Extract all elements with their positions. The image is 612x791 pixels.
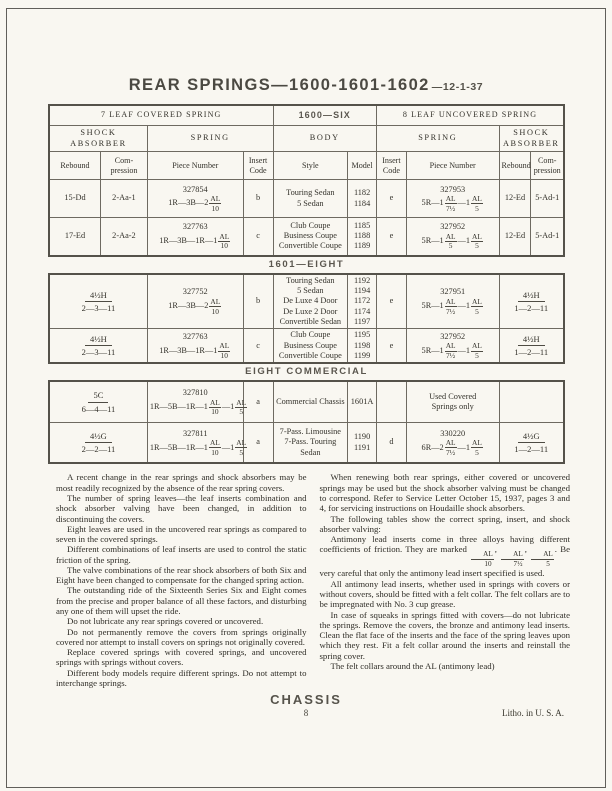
- fraction-denominator: 7½: [513, 559, 523, 568]
- alloy-fraction: [218, 342, 230, 360]
- style-cell: [273, 329, 348, 364]
- cell-line: Convertible Sedan: [279, 316, 342, 326]
- style-cell: [273, 422, 348, 463]
- insert-code-cell: a: [243, 381, 273, 422]
- fraction-numerator: AL: [209, 397, 220, 407]
- cell-line: Business Coupe: [283, 231, 337, 241]
- piece-number-cell: [406, 422, 499, 463]
- leaf-formula: 5R—1 $\frac{AL}{5}$ —1 $\frac{AL}{5}$: [421, 231, 482, 251]
- body-paragraph: Eight leaves are used in the uncovered rear springs as compared to seven in the covered springs.: [56, 523, 307, 545]
- fraction-denominator: 5: [475, 447, 479, 457]
- leaf-formula: 1R—3B—1R—1 $\frac{AL}{10}$: [159, 231, 230, 251]
- fraction-numerator: AL: [472, 193, 482, 203]
- piece-number: 327810: [182, 388, 208, 398]
- fraction-denominator: 10: [484, 559, 492, 568]
- piece-number-cell: [147, 329, 243, 364]
- footer-section-label: CHASSIS: [270, 692, 342, 708]
- valving-top: 5C: [88, 390, 108, 402]
- valving-code: [82, 290, 116, 313]
- compression-cell: 2-Aa-2: [101, 218, 148, 256]
- fraction-denominator: 10: [211, 203, 219, 213]
- litho-note: Litho. in U. S. A.: [501, 708, 564, 719]
- column-header: Com- pression: [101, 152, 148, 180]
- alloy-fraction: [471, 195, 483, 213]
- body-paragraph: When renewing both rear springs, either covered or uncovered springs may be used but the shock absorber valving must be changed to correspond. Refer to Service Letter October 15, 1937, pages 3 and 4, for servicing instructions on Houdaille shock absorbers.: [319, 472, 570, 514]
- fraction-numerator: AL: [472, 296, 482, 306]
- page-title-date: —12-1-37: [431, 81, 484, 93]
- alloy-fraction: [209, 195, 221, 213]
- fraction-numerator: AL: [471, 551, 494, 560]
- model-cell: [348, 218, 377, 256]
- group-header: 1600—SIX: [273, 105, 377, 126]
- valving-top: 4½H: [85, 334, 112, 346]
- fraction-numerator: AL: [531, 551, 554, 560]
- springs-table-s1601: [48, 273, 565, 365]
- fraction-denominator: 5: [475, 306, 479, 316]
- cell-line: De Luxe 2 Door: [283, 306, 338, 316]
- valving-top: 4½G: [85, 431, 112, 443]
- fraction-numerator: AL: [236, 438, 247, 448]
- rebound-cell: [499, 422, 564, 463]
- alloy-fraction: [445, 233, 457, 251]
- page-footer: [0, 692, 612, 738]
- rebound-cell: 12-Ed: [499, 218, 531, 256]
- insert-code-cell: b: [243, 274, 273, 329]
- section-header: SHOCK ABSORBER: [499, 126, 564, 152]
- fraction-denominator: 7½: [445, 203, 456, 213]
- rebound-cell: [499, 329, 564, 364]
- insert-code-cell: e: [377, 180, 407, 218]
- fraction-numerator: AL: [210, 296, 221, 306]
- cell-line: 1601A: [350, 396, 374, 406]
- rebound-cell: 17-Ed: [49, 218, 101, 256]
- cell-line: 1194: [353, 285, 371, 295]
- body-text: [56, 472, 570, 688]
- body-paragraph: A recent change in the rear springs and shock absorbers may be most readily recognized by the absence of the rear spring covers.: [56, 472, 307, 493]
- page-title-text: REAR SPRINGS—1600-1601-1602: [128, 76, 430, 94]
- valving-bottom: 6—4—11: [81, 403, 116, 414]
- piece-number-cell: [147, 422, 247, 463]
- column-header: Insert Code: [243, 152, 273, 180]
- cell-line: 1197: [353, 316, 371, 326]
- body-paragraph: Do not lubricate any rear springs covered or uncovered.: [67, 616, 264, 627]
- piece-number-cell: [406, 218, 499, 256]
- alloy-fraction: [445, 439, 457, 457]
- fraction-numerator: AL: [445, 341, 456, 351]
- leaf-formula: 5R—1 $\frac{AL}{\text{7½}}$ —1 $\frac{AL}{5}$: [421, 193, 482, 213]
- leaf-formula: 5R—1 $\frac{AL}{\text{7½}}$ —1 $\frac{AL}{5}$: [421, 341, 482, 361]
- fraction-denominator: 5: [475, 351, 479, 361]
- fraction-denominator: 10: [220, 241, 228, 251]
- cell-line: 1198: [353, 340, 371, 350]
- group-header-row: [49, 105, 564, 126]
- page-number: 8: [303, 708, 309, 719]
- valving-code: [82, 390, 116, 413]
- cell-line: 7-Pass. Touring Sedan: [284, 437, 337, 457]
- alloy-fraction: [531, 551, 554, 568]
- style-cell: [273, 274, 348, 329]
- table-row: [49, 422, 564, 463]
- style-cell: [273, 180, 348, 218]
- cell-line: Convertible Coupe: [278, 241, 342, 251]
- rebound-cell: [499, 274, 564, 329]
- spring-specification-tables: [48, 104, 565, 464]
- cell-line: 1188: [353, 231, 371, 241]
- fraction-denominator: 7½: [445, 306, 456, 316]
- leaf-formula: 1R—5B—1R—1 $\frac{AL}{10}$ —1 $\frac{AL}{5}$: [149, 438, 247, 457]
- style-cell: [273, 218, 348, 256]
- cell-line: Club Coupe: [290, 330, 331, 340]
- column-header: Rebound: [49, 152, 101, 180]
- valving-top: 4½H: [518, 290, 545, 302]
- fraction-denominator: 7½: [445, 447, 456, 457]
- fraction-denominator: 10: [211, 447, 219, 457]
- valving-bottom: 1—2—11: [514, 302, 549, 313]
- page-title: [0, 76, 612, 95]
- springs-table-s1600: [48, 104, 565, 257]
- cell-line: 5 Sedan: [297, 285, 324, 295]
- column-header: Model: [348, 152, 377, 180]
- leaf-formula: 6R—2 $\frac{AL}{\text{7½}}$ —1 $\frac{AL}{5}$: [421, 438, 482, 457]
- alloy-fraction: [445, 342, 457, 360]
- alloy-fraction: [471, 298, 483, 316]
- body-paragraph: The felt collars around the AL (antimony lead): [330, 661, 495, 671]
- group-header: 7 LEAF COVERED SPRING: [49, 105, 273, 126]
- insert-code-cell: e: [377, 329, 407, 364]
- valving-bottom: 2—2—11: [81, 444, 116, 455]
- fraction-denominator: 5: [448, 241, 453, 251]
- insert-code-cell: c: [243, 218, 273, 256]
- alloy-fraction: [209, 439, 221, 457]
- rebound-cell: [49, 274, 147, 329]
- cell-line: 1192: [353, 275, 371, 285]
- cell-line: 1199: [353, 351, 371, 361]
- fraction-numerator: AL: [209, 438, 220, 448]
- piece-number: 327752: [182, 287, 208, 297]
- column-header: Piece Number: [406, 152, 499, 180]
- insert-code-cell: e: [377, 218, 407, 256]
- valving-top: 4½H: [518, 334, 545, 346]
- body-paragraph: Different combinations of leaf inserts are used to control the static friction of the spring.: [56, 544, 307, 565]
- valving-bottom: 2—3—11: [81, 347, 116, 358]
- cell-line: 5 Sedan: [297, 198, 324, 208]
- fraction-numerator: AL: [445, 193, 456, 203]
- fraction-numerator: AL: [445, 231, 456, 241]
- cell-line: 1182: [353, 188, 371, 198]
- body-paragraph: The following tables show the correct spring, insert, and shock absorber valving:: [319, 513, 570, 534]
- alloy-fraction: [471, 233, 483, 251]
- piece-number: 327854: [182, 184, 208, 194]
- cell-line: Used Covered: [429, 391, 477, 401]
- alloy-fraction: [471, 551, 494, 568]
- cell-line: Business Coupe: [283, 340, 337, 350]
- fraction-denominator: 10: [211, 407, 219, 417]
- piece-number-cell: [406, 274, 499, 329]
- alloy-fraction: [501, 551, 524, 568]
- body-paragraph: Different body models require different springs. Do not attempt to interchange springs.: [56, 667, 307, 688]
- cell-line: De Luxe 4 Door: [283, 296, 338, 306]
- cell-line: 1195: [353, 330, 371, 340]
- table-row: [49, 274, 564, 329]
- springs-table-s-comm: [48, 380, 565, 464]
- insert-code-cell: b: [243, 180, 273, 218]
- rebound-cell: 15-Dd: [49, 180, 101, 218]
- cell-line: Springs only: [431, 402, 474, 412]
- insert-code-cell: c: [243, 329, 273, 364]
- section-header: BODY: [273, 126, 377, 152]
- group-header: 8 LEAF UNCOVERED SPRING: [377, 105, 565, 126]
- table-row: [49, 180, 564, 218]
- leaf-formula: 1R—3B—1R—1 $\frac{AL}{10}$: [159, 341, 230, 361]
- compression-cell: 2-Aa-1: [101, 180, 148, 218]
- cell-line: 1191: [353, 442, 371, 452]
- table-row: [49, 329, 564, 364]
- style-cell: [273, 381, 348, 422]
- fraction-denominator: 5: [239, 407, 244, 417]
- body-paragraph: The number of spring leaves—the leaf inserts combination and shock absorber valving have been changed, in addition to discontinuing the covers.: [56, 492, 307, 524]
- rebound-cell: [49, 329, 147, 364]
- cell-line: 1174: [353, 306, 371, 316]
- body-right-column: [320, 472, 571, 688]
- cell-line: Touring Sedan: [286, 275, 335, 285]
- model-cell: [348, 274, 377, 329]
- leaf-formula: 1R—3B—2 $\frac{AL}{10}$: [168, 296, 221, 316]
- section-header-row: [49, 126, 564, 152]
- alloy-fraction: [471, 342, 483, 360]
- body-paragraph: In case of squeaks in springs fitted with covers—do not lubricate the springs. Remove the covers, the bronze and antimony lead inserts. Clean the flat face of the inserts and the face of the spring leaves upon which they rest. Fit a felt collar around the inserts and reinstall the spring cover.: [319, 609, 570, 661]
- piece-number: 327952: [440, 331, 466, 341]
- fraction-numerator: AL: [236, 397, 247, 407]
- valving-code: [514, 431, 548, 454]
- insert-code-cell: [377, 381, 407, 422]
- fraction-numerator: AL: [219, 231, 230, 241]
- cell-line: Commercial Chassis: [276, 396, 345, 406]
- leaf-formula: 5R—1 $\frac{AL}{\text{7½}}$ —1 $\frac{AL}{5}$: [421, 296, 482, 316]
- compression-cell: 5-Ad-1: [531, 180, 564, 218]
- valving-code: [82, 431, 116, 454]
- cell-line: Touring Sedan: [286, 188, 335, 198]
- fraction-numerator: AL: [472, 438, 482, 448]
- valving-code: [82, 334, 116, 357]
- piece-number: 330220: [440, 428, 466, 438]
- cell-line: 1184: [353, 198, 371, 208]
- piece-number-cell: [406, 329, 499, 364]
- fraction-denominator: 5: [475, 241, 479, 251]
- valving-bottom: 1—2—11: [514, 347, 549, 358]
- cell-line: Convertible Coupe: [278, 351, 342, 361]
- valving-bottom: 1—2—11: [514, 444, 549, 455]
- body-paragraph: All antimony lead inserts, whether used in springs with covers or without covers, should be fitted with a felt collar. The felt collars are to be impregnated with No. 3 cup grease.: [319, 578, 570, 610]
- fraction-numerator: AL: [472, 341, 482, 351]
- section-header: SHOCK ABSORBER: [49, 126, 147, 152]
- insert-code-cell: e: [377, 274, 407, 329]
- column-header: Piece Number: [147, 152, 243, 180]
- table-row: [49, 381, 564, 422]
- table-row: [49, 218, 564, 256]
- column-header-row: [49, 152, 564, 180]
- column-header: Style: [273, 152, 348, 180]
- fraction-denominator: 10: [211, 306, 219, 316]
- model-cell: [348, 329, 377, 364]
- model-cell: [348, 180, 377, 218]
- valving-top: 4½H: [85, 290, 112, 302]
- fraction-numerator: AL: [472, 231, 482, 241]
- insert-code-cell: d: [377, 422, 407, 463]
- column-header: Rebound: [499, 152, 531, 180]
- valving-bottom: 2—3—11: [81, 302, 116, 313]
- piece-number-cell: [147, 218, 243, 256]
- fraction-numerator: AL: [219, 341, 230, 351]
- model-cell: [348, 422, 377, 463]
- piece-number: 327763: [182, 222, 208, 232]
- fraction-denominator: 7½: [445, 351, 456, 361]
- piece-number-cell: [147, 274, 243, 329]
- body-left-column: [56, 472, 307, 688]
- piece-number: 327811: [182, 428, 208, 438]
- rebound-cell: [499, 381, 564, 422]
- fraction-numerator: AL: [501, 551, 524, 560]
- body-paragraph: Do not permanently remove the covers from springs originally covered nor attempt to install covers on springs not originally covered.: [56, 626, 307, 647]
- piece-number-cell: [147, 180, 243, 218]
- body-paragraph: Replace covered springs with covered springs, and uncovered springs with springs without covers.: [56, 647, 307, 668]
- piece-number-cell: [406, 180, 499, 218]
- body-paragraph: The outstanding ride of the Sixteenth Series Six and Eight comes from the precise and proper balance of all these factors, and disturbing any one of them will upset the ride.: [56, 585, 307, 617]
- section-header: SPRING: [377, 126, 500, 152]
- cell-line: 1172: [353, 296, 371, 306]
- cell-line: 1185: [353, 220, 371, 230]
- compression-cell: 5-Ad-1: [531, 218, 564, 256]
- alloy-fraction: [235, 439, 247, 457]
- column-header: Com- pression: [531, 152, 564, 180]
- fraction-numerator: AL: [445, 296, 456, 306]
- fraction-denominator: 10: [220, 351, 228, 361]
- cell-line: 1190: [353, 432, 371, 442]
- valving-code: [514, 334, 548, 357]
- valving-top: 4½G: [518, 431, 545, 443]
- alloy-fraction: [209, 399, 221, 417]
- piece-number-cell: [147, 381, 247, 422]
- insert-code-cell: a: [243, 422, 273, 463]
- section-band-s-comm: EIGHT COMMERCIAL: [245, 366, 368, 378]
- alloy-fraction: [471, 439, 483, 457]
- body-paragraph: The valve combinations of the rear shock absorbers of both Six and Eight have been changed to compensate for the changed spring action.: [56, 564, 307, 586]
- fraction-numerator: AL: [210, 193, 221, 203]
- leaf-formula: 1R—3B—2 $\frac{AL}{10}$: [168, 193, 221, 213]
- alloy-fraction: [445, 298, 457, 316]
- fraction-denominator: 5: [239, 447, 244, 457]
- section-header: SPRING: [147, 126, 273, 152]
- alloy-fraction: [218, 233, 230, 251]
- rebound-cell: [49, 381, 147, 422]
- alloy-fraction: [235, 399, 247, 417]
- cell-line: 7-Pass. Limousine: [279, 427, 341, 437]
- rebound-cell: [49, 422, 147, 463]
- alloy-fraction: [445, 195, 457, 213]
- piece-number-cell: [406, 381, 499, 422]
- cell-line: 1189: [353, 241, 371, 251]
- cell-line: Club Coupe: [290, 220, 331, 230]
- fraction-denominator: 5: [475, 203, 479, 213]
- fraction-denominator: 5: [546, 559, 550, 568]
- piece-number: 327763: [182, 331, 208, 341]
- leaf-formula: 1R—5B—1R—1 $\frac{AL}{10}$ —1 $\frac{AL}{5}$: [149, 397, 247, 417]
- model-cell: [348, 381, 377, 422]
- fraction-numerator: AL: [445, 438, 456, 448]
- rebound-cell: 12-Ed: [499, 180, 531, 218]
- alloy-fraction: [209, 298, 221, 316]
- section-band-s1601: 1601—EIGHT: [268, 258, 345, 270]
- piece-number: 327951: [440, 287, 466, 297]
- valving-code: [514, 290, 548, 313]
- piece-number: 327952: [440, 222, 466, 232]
- body-paragraph: Antimony lead inserts come in three alloys having different coefficients of friction. They are marked $\frac{AL}{10}$ , $\frac{AL}{\text{7½}}$ , $\frac{AL}{5}$ . Be very careful that only the antimony lead insert specified is used.: [319, 534, 570, 579]
- piece-number: 327953: [440, 184, 466, 194]
- column-header: Insert Code: [377, 152, 407, 180]
